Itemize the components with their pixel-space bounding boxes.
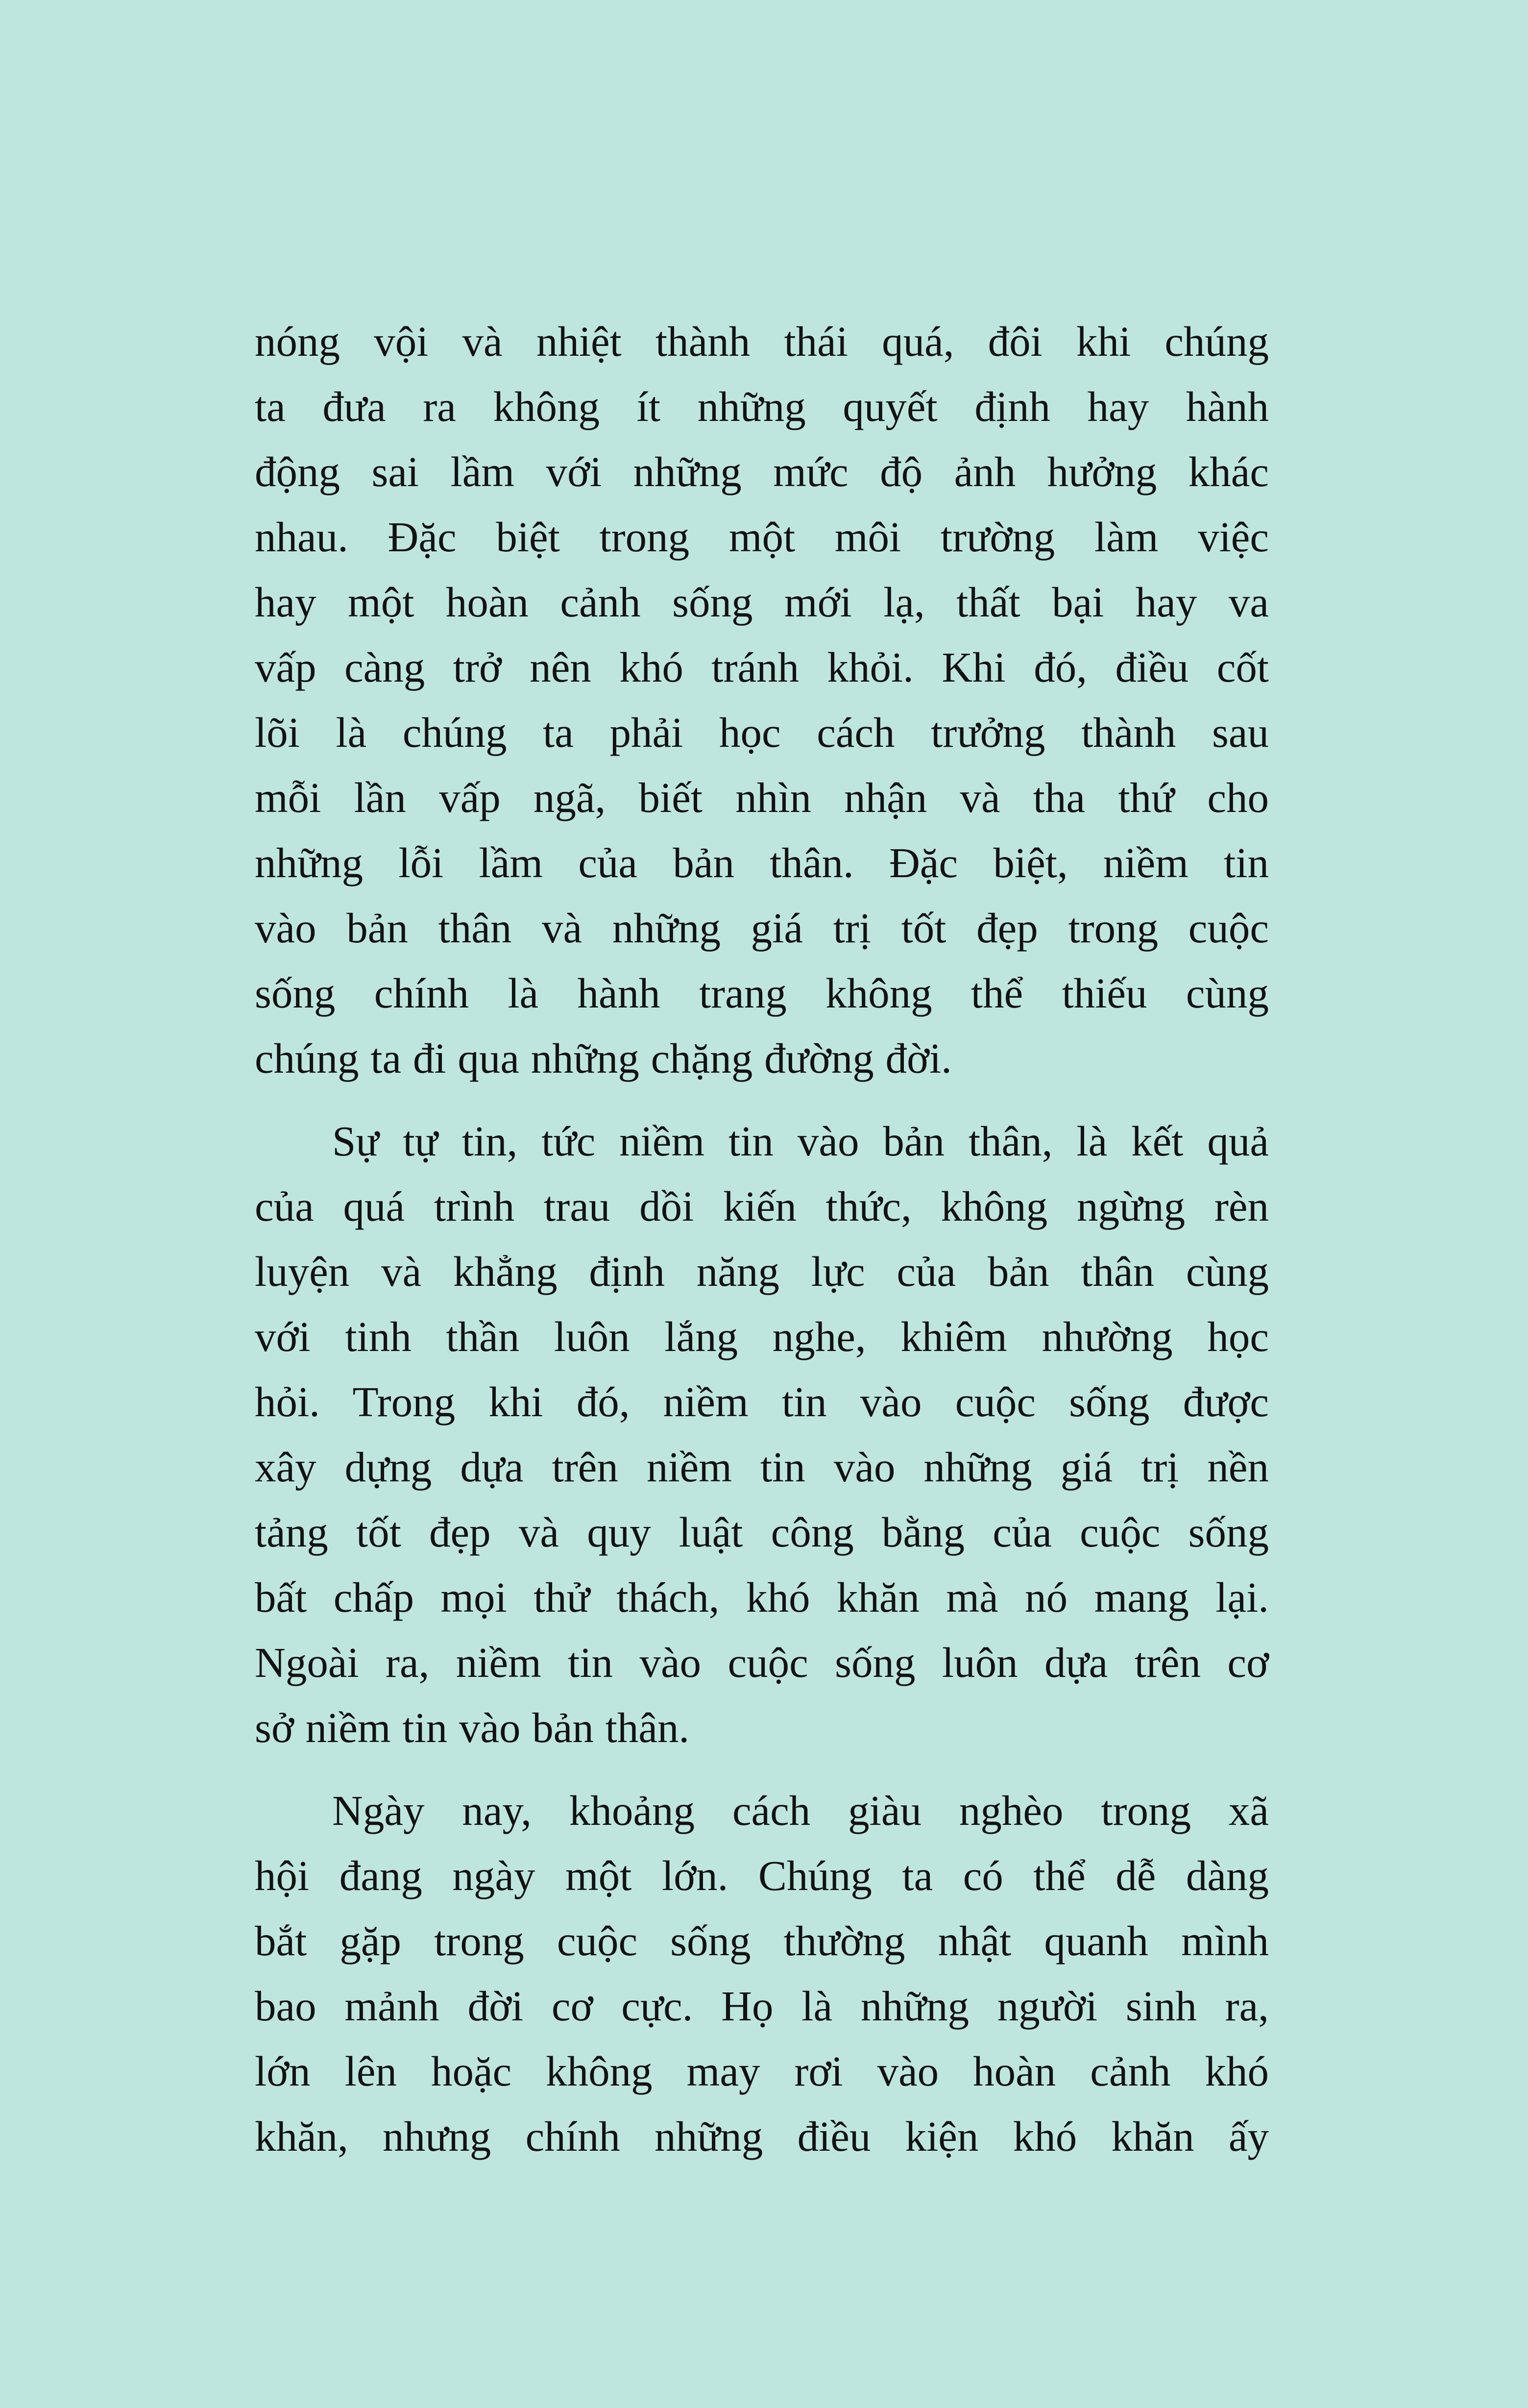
text-line: Sự tự tin, tức niềm tin vào bản thân, là kết quả <box>332 1117 1269 1165</box>
text-line: mỗi lần vấp ngã, biết nhìn nhận và tha thứ cho <box>255 774 1269 821</box>
text-line: hay một hoàn cảnh sống mới lạ, thất bại hay va <box>255 578 1269 626</box>
text-line: chúng ta đi qua những chặng đường đời. <box>255 1034 952 1082</box>
text-line: những lỗi lầm của bản thân. Đặc biệt, niềm tin <box>255 839 1269 886</box>
text-line: vấp càng trở nên khó tránh khỏi. Khi đó, điều cốt <box>255 643 1269 691</box>
paragraph <box>255 309 1269 1091</box>
text-line: Ngoài ra, niềm tin vào cuộc sống luôn dựa trên cơ <box>255 1639 1269 1686</box>
text-line: vào bản thân và những giá trị tốt đẹp trong cuộc <box>255 904 1269 952</box>
text-line: lõi là chúng ta phải học cách trưởng thành sau <box>255 709 1269 756</box>
text-line: luyện và khẳng định năng lực của bản thân cùng <box>255 1248 1269 1295</box>
text-line: nhau. Đặc biệt trong một môi trường làm việc <box>255 513 1269 561</box>
text-line: Ngày nay, khoảng cách giàu nghèo trong xã <box>332 1787 1269 1834</box>
text-line: xây dựng dựa trên niềm tin vào những giá trị nền <box>255 1443 1269 1491</box>
text-line: bắt gặp trong cuộc sống thường nhật quanh mình <box>255 1917 1269 1965</box>
text-line: hỏi. Trong khi đó, niềm tin vào cuộc sống được <box>255 1378 1269 1425</box>
text-line: lớn lên hoặc không may rơi vào hoàn cảnh khó <box>255 2047 1269 2095</box>
text-line: khăn, nhưng chính những điều kiện khó khăn ấy <box>255 2113 1269 2160</box>
text-line: với tinh thần luôn lắng nghe, khiêm nhường học <box>255 1313 1269 1360</box>
text-block <box>255 309 1269 2169</box>
paragraph <box>255 1778 1269 2169</box>
text-line: bất chấp mọi thử thách, khó khăn mà nó mang lại. <box>255 1573 1269 1621</box>
text-line: nóng vội và nhiệt thành thái quá, đôi khi chúng <box>255 318 1269 365</box>
paragraph <box>255 1108 1269 1760</box>
text-line: bao mảnh đời cơ cực. Họ là những người sinh ra, <box>255 1982 1269 2030</box>
text-line: sống chính là hành trang không thể thiếu cùng <box>255 969 1269 1017</box>
text-line: tảng tốt đẹp và quy luật công bằng của cuộc sống <box>255 1508 1269 1556</box>
text-line: của quá trình trau dồi kiến thức, không ngừng rèn <box>255 1182 1269 1230</box>
text-line: động sai lầm với những mức độ ảnh hưởng khác <box>255 448 1269 495</box>
text-line: sở niềm tin vào bản thân. <box>255 1704 690 1751</box>
text-line: hội đang ngày một lớn. Chúng ta có thể dễ dàng <box>255 1852 1269 1899</box>
text-line: ta đưa ra không ít những quyết định hay hành <box>255 383 1269 430</box>
